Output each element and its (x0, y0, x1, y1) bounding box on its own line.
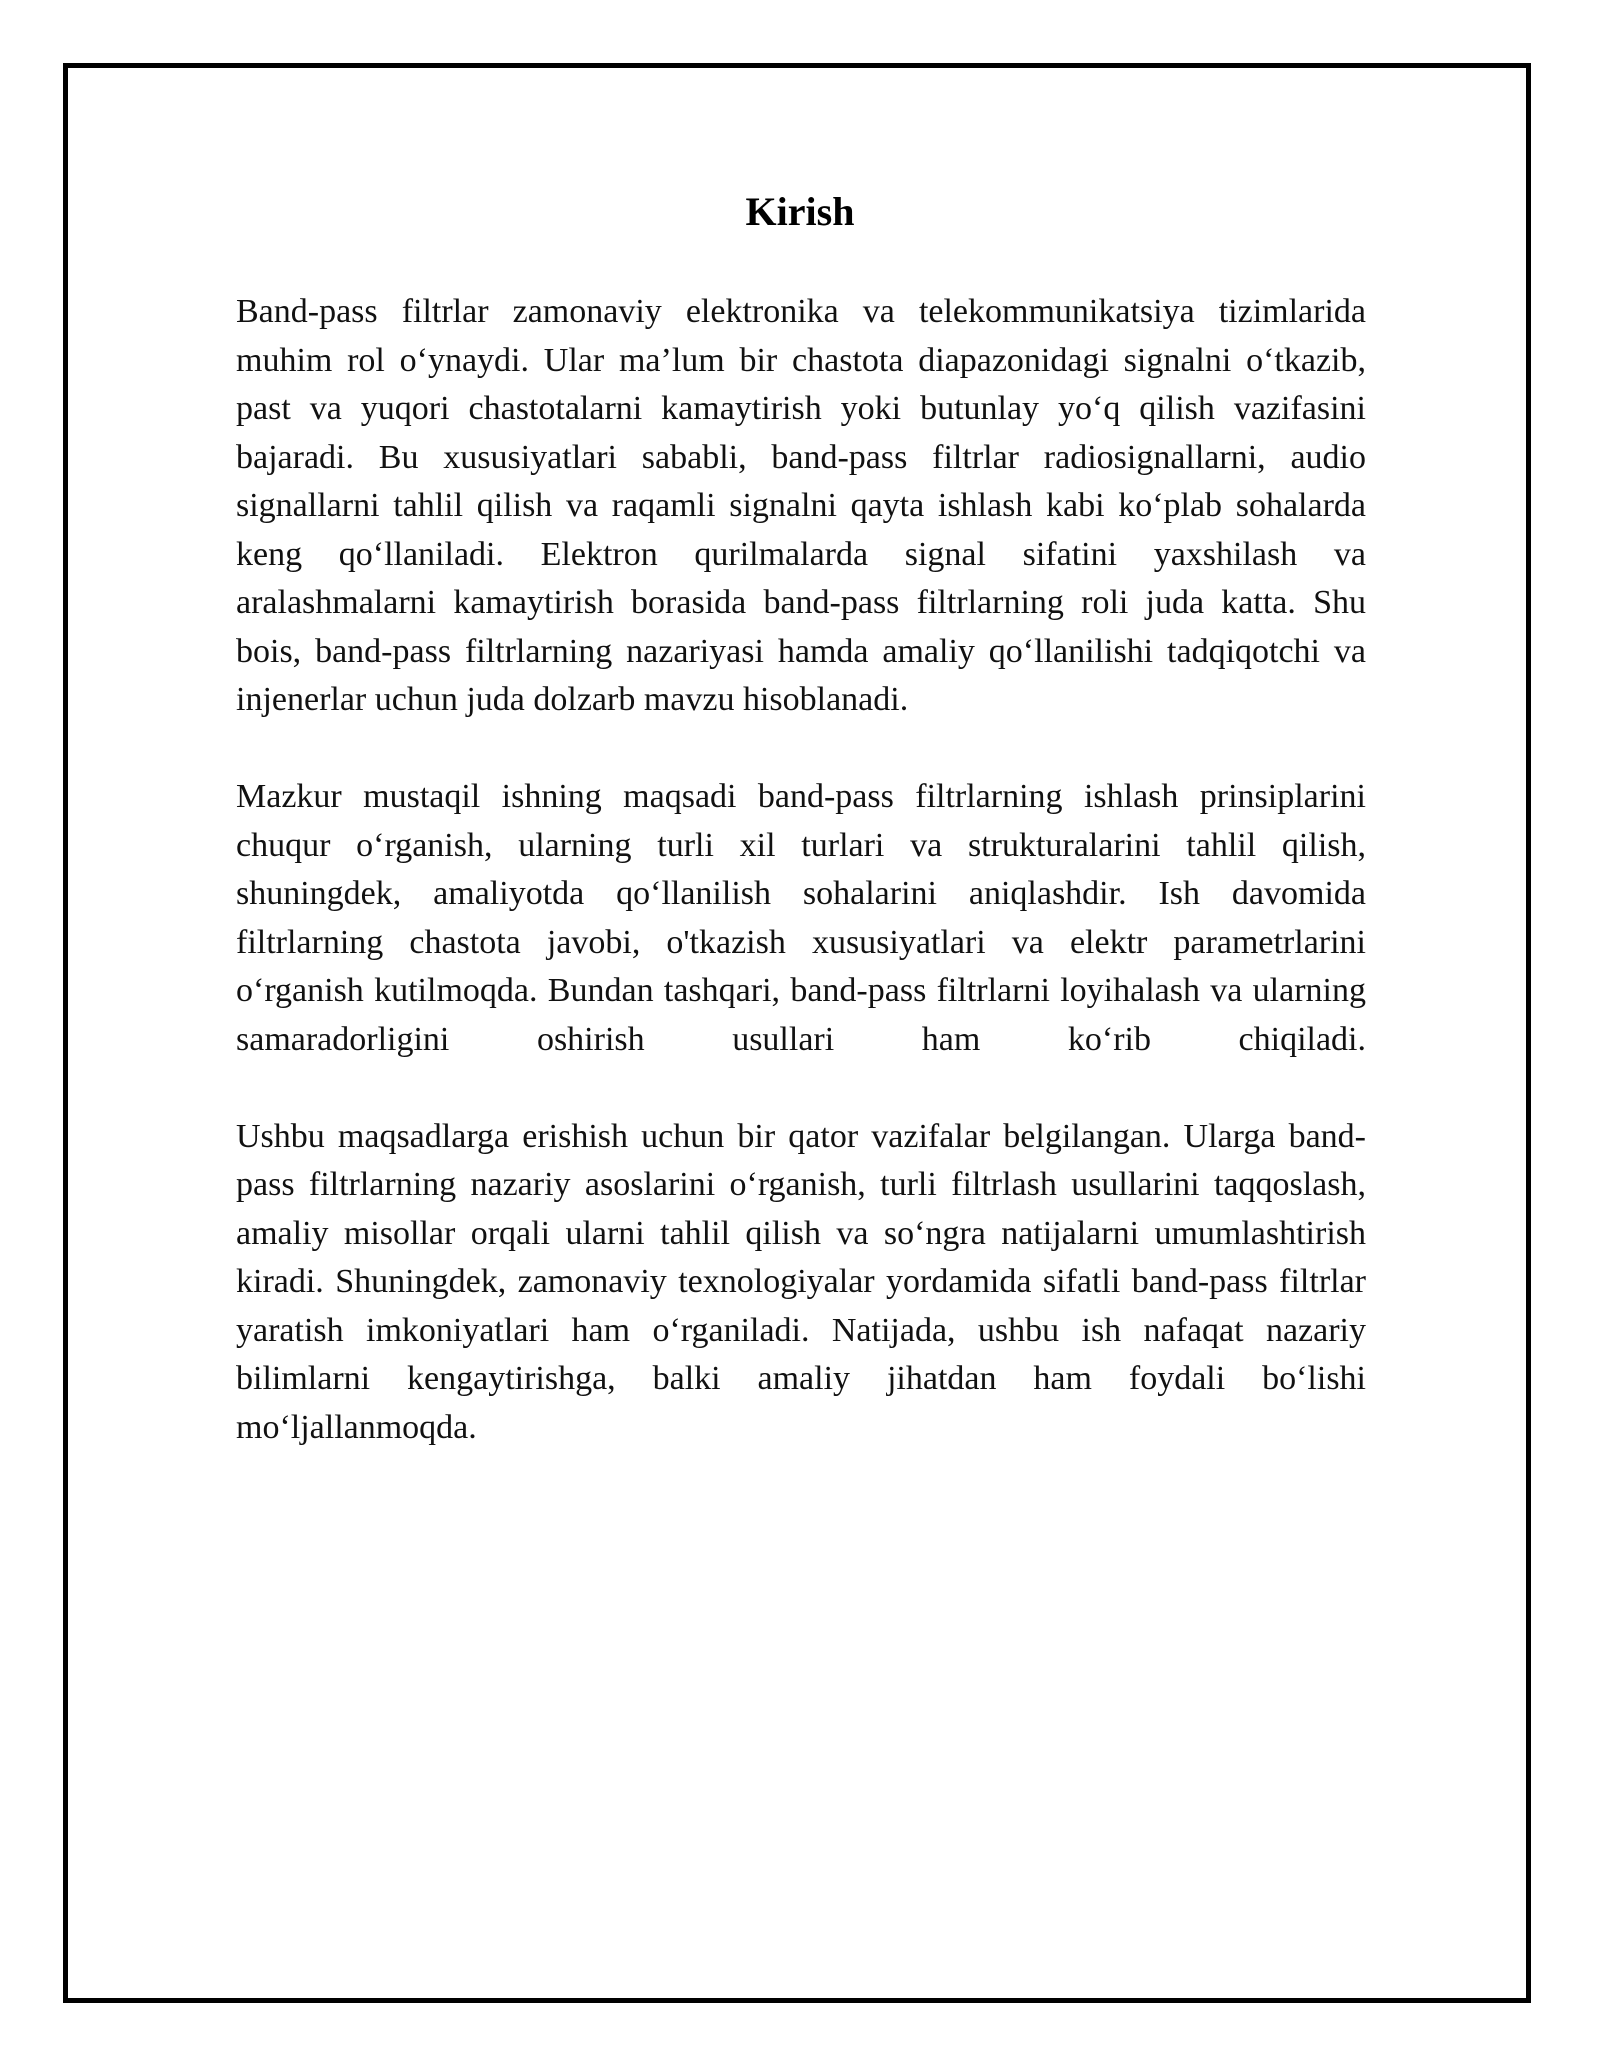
paragraph-tasks: Ushbu maqsadlarga erishish uchun bir qator vazifalar belgilangan. Ularga band-pass filtrlarning nazariy asoslarini o‘rganish, turli filtrlash usullarini taqqoslash, amaliy misollar orqali ularni tahlil qilish va so‘ngra natijalarni umumlashtirish kiradi. Shuningdek, zamonaviy texnologiyalar yordamida sifatli band-pass filtrlar yaratish imkoniyatlari ham o‘rganiladi. Natijada, ushbu ish nafaqat nazariy bilimlarni kengaytirishga, balki amaliy jihatdan ham foydali bo‘lishi mo‘ljallanmoqda. (236, 1117, 1366, 1446)
page-title: Kirish (745, 189, 855, 234)
document-body (236, 288, 1366, 1501)
paragraph-introduction: Band-pass filtrlar zamonaviy elektronika va telekommunikatsiya tizimlarida muhim rol o‘ynaydi. Ular ma’lum bir chastota diapazonidagi signalni o‘tkazib, past va yuqori chastotalarni kamaytirish yoki butunlay yo‘q qilish vazifasini bajaradi. Bu xususiyatlari sababli, band-pass filtrlar radiosignallarni, audio signallarni tahlil qilish va raqamli signalni qayta ishlash kabi ko‘plab sohalarda keng qo‘llaniladi. Elektron qurilmalarda signal sifatini yaxshilash va aralashmalarni kamaytirish borasida band-pass filtrlarning roli juda katta. Shu bois, band-pass filtrlarning nazariyasi hamda amaliy qo‘llanilishi tadqiqotchi va injenerlar uchun juda dolzarb mavzu hisoblanadi. (236, 293, 1366, 718)
paragraph-purpose: Mazkur mustaqil ishning maqsadi band-pass filtrlarning ishlash prinsiplarini chuqur o‘rganish, ularning turli xil turlari va strukturalarini tahlil qilish, shuningdek, amaliyotda qo‘llanilish sohalarini aniqlashdir. Ish davomida filtrlarning chastota javobi, o'tkazish xususiyatlari va elektr parametrlarini o‘rganish kutilmoqda. Bundan tashqari, band-pass filtrlarni loyihalash va ularning samaradorligini oshirish usullari ham ko‘rib chiqiladi. (236, 778, 1366, 1058)
